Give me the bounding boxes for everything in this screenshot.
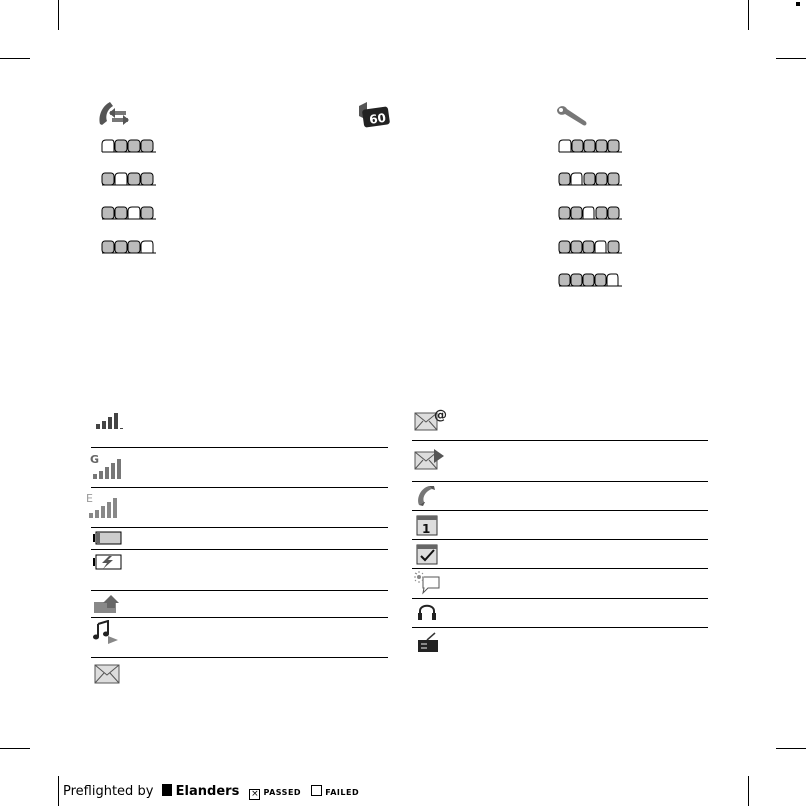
call-icon <box>416 485 440 507</box>
table-divider <box>91 527 388 528</box>
passed-label: PASSED <box>263 788 302 797</box>
crop-mark <box>0 748 30 749</box>
failed-checkbox <box>311 785 322 796</box>
key-sequence <box>101 138 157 154</box>
battery-icon <box>93 531 123 545</box>
elanders-brand: Elanders <box>175 784 240 799</box>
key-sequence <box>558 239 624 255</box>
key-sequence <box>101 239 157 255</box>
corner-mark <box>796 2 800 6</box>
headset-icon <box>417 602 439 622</box>
table-divider <box>412 440 708 441</box>
crop-mark <box>776 748 806 749</box>
crop-mark <box>58 776 59 806</box>
key-sequence <box>101 171 157 187</box>
crop-mark <box>776 58 806 59</box>
passed-checkbox: × <box>251 789 259 799</box>
table-divider <box>412 510 708 511</box>
chat-icon <box>414 571 442 595</box>
svg-text:60: 60 <box>368 110 387 127</box>
crop-mark <box>58 0 59 30</box>
mms-icon <box>414 447 450 473</box>
svg-text:E: E <box>86 492 93 505</box>
table-divider <box>412 539 708 540</box>
crop-mark <box>0 58 30 59</box>
table-divider <box>412 568 708 569</box>
edge-signal-icon <box>86 491 124 519</box>
email-icon <box>414 406 450 432</box>
svg-text:1: 1 <box>422 522 431 536</box>
table-divider <box>91 447 388 448</box>
table-divider <box>412 481 708 482</box>
battery-charging-icon <box>93 553 123 571</box>
gprs-signal-icon <box>90 452 128 480</box>
table-divider <box>91 657 388 658</box>
preflighted-by-label: Preflighted by <box>63 784 154 799</box>
message-icon <box>94 664 120 684</box>
svg-text:@: @ <box>434 408 447 423</box>
table-divider <box>91 590 388 591</box>
call-forward-icon <box>96 100 130 128</box>
task-icon <box>416 542 440 566</box>
signal-strength-icon <box>94 412 124 430</box>
key-sequence <box>558 138 624 154</box>
table-divider <box>91 549 388 550</box>
calendar-icon <box>416 513 440 537</box>
settings-icon <box>555 104 589 128</box>
preflight-footer <box>63 784 359 800</box>
key-sequence <box>558 272 624 288</box>
table-divider <box>91 617 388 618</box>
elanders-logo-icon <box>162 784 172 796</box>
crop-mark <box>748 776 749 806</box>
table-divider <box>91 487 388 488</box>
table-divider <box>412 627 708 628</box>
play-now-icon <box>355 100 391 128</box>
key-sequence <box>558 171 624 187</box>
minimize-icon <box>93 594 123 614</box>
failed-label: FAILED <box>325 788 360 797</box>
crop-mark <box>748 0 749 30</box>
table-divider <box>412 598 708 599</box>
svg-text:G: G <box>90 453 100 466</box>
radio-icon <box>417 632 441 654</box>
music-playing-icon <box>92 620 122 646</box>
key-sequence <box>101 205 157 221</box>
key-sequence <box>558 205 624 221</box>
